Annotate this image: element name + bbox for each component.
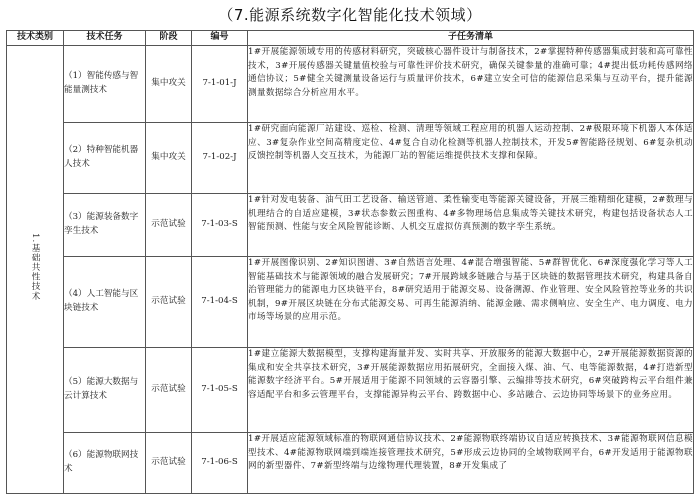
table-row <box>7 257 694 348</box>
table-header-row <box>7 31 694 46</box>
task-name: （5）能源大数据与云计算技术 <box>64 348 146 433</box>
task-name: （6）能源物联网技术 <box>64 433 146 494</box>
task-code: 7-1-04-S <box>192 257 248 348</box>
task-name: （2）特种智能机器人技术 <box>64 123 146 194</box>
subtask-list: 1#建立能源大数据模型，支撑构建海量并发、实时共享、开放服务的能源大数据中心，2#开展能源数据资源的集成和安全共享技术研究，3#开展能源数据应用拓展研究，全面接入煤、油、气、电等能源数据，4#打造新型能源数字经济平台。5#开展适用于能源不同领域的云容器引擎、云编排等技术研究，6#突破跨构云平台组件兼容适配平台和多云管理平台，支撑能源异构云平台、跨数据中心、多站融合、云边协同等场景下的业务应用。 <box>248 348 694 433</box>
task-stage: 示范试验 <box>146 433 192 494</box>
task-stage: 示范试验 <box>146 194 192 257</box>
document-title: （7.能源系统数字化智能化技术领域） <box>218 6 482 24</box>
task-stage: 示范试验 <box>146 257 192 348</box>
task-name: （1）智能传感与智能量测技术 <box>64 46 146 123</box>
subtask-list: 1#针对发电装备、油气田工艺设备、输送管道、柔性输变电等能源关键设备，开展三维精细化建模，2#数理与机理结合的自适应建模，3#状态参数云图重构、4#多物理场信息集成等关键技术研究，构建包括设备状态人工智能预测、性能与安全风险智能诊断、人机交互虚拟仿真预测的数字孪生系统。 <box>248 194 694 257</box>
header-code: 编号 <box>192 31 248 46</box>
header-subtask-list: 子任务清单 <box>248 31 694 46</box>
category-label: 1.基础共性技术 <box>30 232 40 301</box>
task-stage: 集中攻关 <box>146 46 192 123</box>
table-row <box>7 194 694 257</box>
table-row <box>7 433 694 494</box>
task-code: 7-1-02-J <box>192 123 248 194</box>
task-name: （3）能源装备数字孪生技术 <box>64 194 146 257</box>
header-stage: 阶段 <box>146 31 192 46</box>
task-stage: 示范试验 <box>146 348 192 433</box>
subtask-list: 1#开展图像识别、2#知识图谱、3#自然语言处理、4#混合增强智能、5#群智优化、6#深度强化学习等人工智能基础技术与能源领域的融合发展研究；7#开展跨域多链融合与基于区块链的数据管理技术研究，构建具备自治管理能力的能源电力区块链平台，8#研究适用于能源交易、设备溯源、作业管理、安全风险管控等业务的共识机制，9#开展区块链在分布式能源交易、可再生能源消纳、能源金融、需求侧响应、安全生产、电力调度、电力市场等场景的应用示范。 <box>248 257 694 348</box>
subtask-list: 1#开展适应能源领域标准的物联网通信协议技术、2#能源物联终端协议自适应转换技术、3#能源物联网信息模型技术、4#能源物联网端到端连接管理技术研究，5#形成云边协同的全域物联网平台，6#开发适用于能源物联网的新型器件、7#新型终端与边缘物理代理装置，8#开发集成了 <box>248 433 694 494</box>
subtask-list: 1#开展能源领域专用的传感材料研究，突破核心器件设计与制备技术，2#掌握特种传感器集成封装和高可靠性技术，3#开展传感器关键量值校验与可靠性评价技术研究，确保关键参量的准确可靠；4#提出低功耗传感网络通信协议；5#健全关键测量设备运行与质量评价技术，6#建立安全可信的能源信息采集与互动平台，提升能源测量数据综合分析应用水平。 <box>248 46 694 123</box>
technology-task-table <box>6 30 694 494</box>
task-code: 7-1-05-S <box>192 348 248 433</box>
category-cell <box>7 46 64 494</box>
task-name: （4）人工智能与区块链技术 <box>64 257 146 348</box>
task-code: 7-1-06-S <box>192 433 248 494</box>
table-row <box>7 348 694 433</box>
header-task: 技术任务 <box>64 31 146 46</box>
task-code: 7-1-03-S <box>192 194 248 257</box>
task-stage: 集中攻关 <box>146 123 192 194</box>
table-row <box>7 123 694 194</box>
header-category: 技术类别 <box>7 31 64 46</box>
table-row <box>7 46 694 123</box>
task-code: 7-1-01-J <box>192 46 248 123</box>
subtask-list: 1#研究面向能源厂站建设、巡检、检测、清理等领域工程应用的机器人运动控制、2#极限环境下机器人本体适应、3#复杂作业空间高精度定位、4#复合自动化检测等机器人控制技术，开发5#智能路径规划、6#复杂机动反馈控制等机器人交互技术，为能源厂站的智能运维提供技术支撑和保障。 <box>248 123 694 194</box>
